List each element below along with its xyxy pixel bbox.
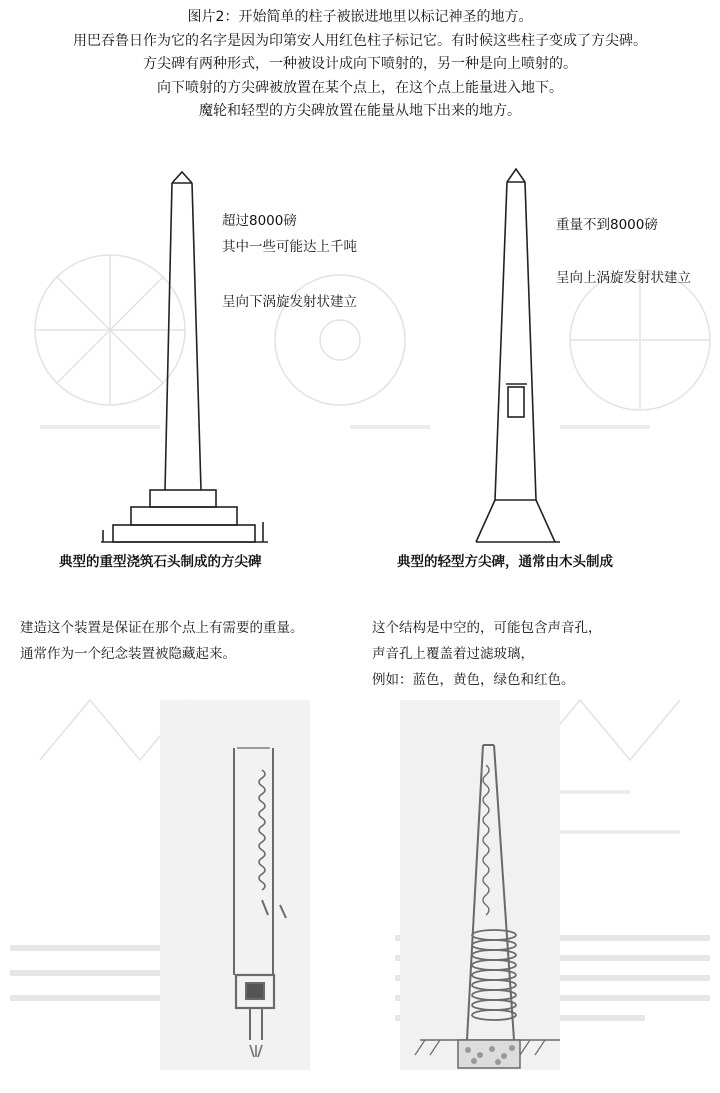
description-line: 通常作为一个纪念装置被隐藏起来。 (20, 646, 236, 662)
heavy-vortex-note: 呈向下涡旋发射状建立 (222, 294, 357, 310)
light-obelisk-description (372, 615, 602, 693)
downward-cross-section (160, 700, 310, 1070)
light-weight-note: 重量不到8000磅 (556, 217, 658, 233)
upward-coil-cross-section (400, 700, 560, 1070)
description-line: 这个结构是中空的，可能包含声音孔， (372, 620, 602, 636)
description-line: 建造这个装置是保证在那个点上有需要的重量。 (20, 620, 304, 636)
heavy-tonnage-note: 其中一些可能达上千吨 (222, 239, 357, 255)
header-line: 向下喷射的方尖碑被放置在某个点上，在这个点上能量进入地下。 (157, 79, 563, 96)
description-line: 例如：蓝色，黄色，绿色和红色。 (372, 672, 575, 688)
sound-hole-window (508, 387, 524, 417)
light-obelisk-caption: 典型的轻型方尖碑，通常由木头制成 (397, 554, 613, 570)
heavy-obelisk-caption: 典型的重型浇筑石头制成的方尖碑 (59, 554, 262, 570)
heavy-obelisk-description (20, 615, 304, 667)
header-line: 图片2：开始简单的柱子被嵌进地里以标记神圣的地方。 (187, 9, 533, 25)
header-line: 用巴吞鲁日作为它的名字是因为印第安人用红色柱子标记它。有时候这些柱子变成了方尖碑。 (73, 32, 647, 49)
light-vortex-note: 呈向上涡旋发射状建立 (556, 270, 691, 286)
description-line: 声音孔上覆盖着过滤玻璃， (372, 646, 534, 662)
header-line: 魔轮和轻型的方尖碑放置在能量从地下出来的地方。 (199, 103, 521, 119)
header-line: 方尖碑有两种形式，一种被设计成向下喷射的，另一种是向上喷射的。 (143, 56, 577, 72)
heavy-weight-note: 超过8000磅 (222, 213, 297, 229)
light-obelisk-drawing (476, 169, 560, 542)
